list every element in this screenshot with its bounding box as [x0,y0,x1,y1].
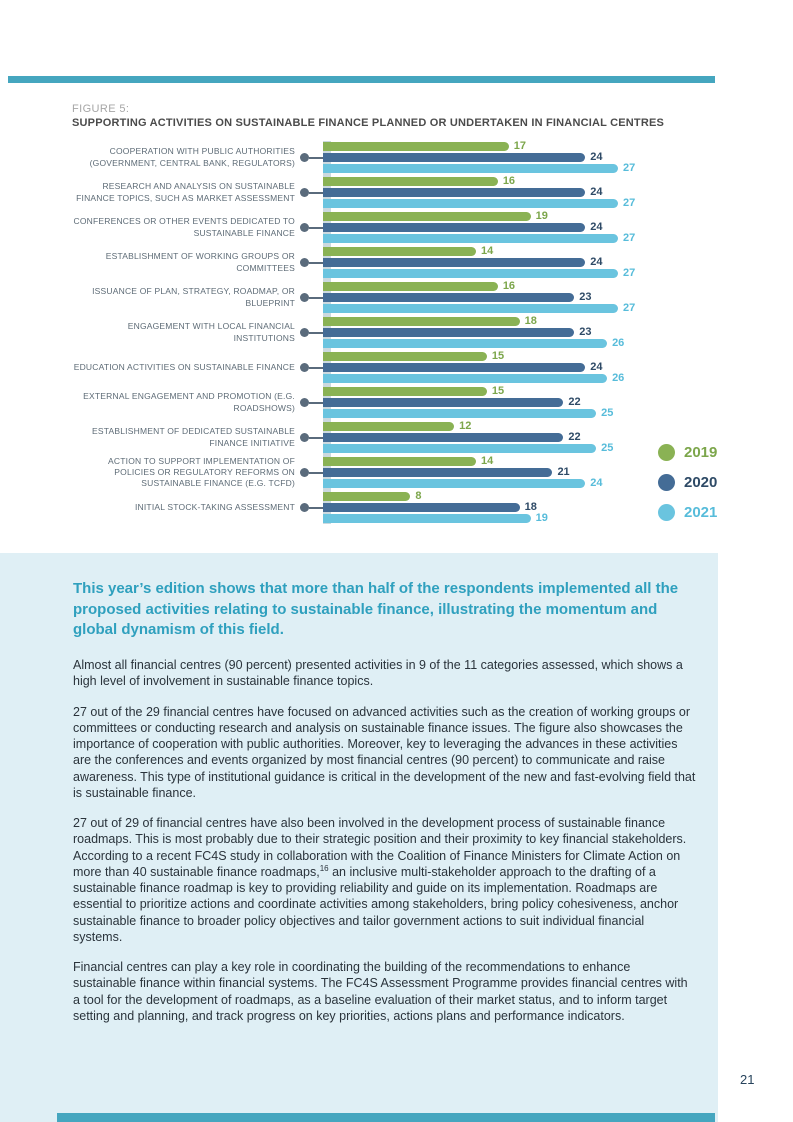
bar-row-2020 [323,222,718,233]
bar-2019 [323,317,520,326]
chart-row [70,245,718,280]
bar-row-2019 [323,176,718,187]
bar-2020 [323,363,585,372]
bar-2020 [323,468,552,477]
bar-row-2020 [323,432,718,443]
legend-item-2021 [658,504,717,521]
bar-2021 [323,514,531,523]
category-label: CONFERENCES OR OTHER EVENTS DEDICATED TO SUSTAINABLE FINANCE [73,216,295,238]
bar-row-2021 [323,268,718,279]
bar-chart [70,140,718,525]
bar-row-2020 [323,327,718,338]
legend-dot-icon [658,474,675,491]
bar-value-2020: 24 [590,361,603,373]
page-number: 21 [740,1072,755,1087]
bar-2020 [323,328,574,337]
bar-2021 [323,164,618,173]
leader-connector [295,433,323,442]
body-paragraph: 27 out of the 29 financial centres have focused on advanced activities such as the creation of working groups or committees or conducting research and analysis on sustainable finance issues. The figure also showcases the importance of cooperation with public authorities. Moreover, key to leveraging the advances in these activities are the conferences and events organized by most financial centres (90 percent) to communicate and raise awareness. This type of institutional guidance is critical in the development of the new and fast-evolving field that is sustainable finance. [73,704,696,800]
category-label: EXTERNAL ENGAGEMENT AND PROMOTION (E.G. ROADSHOWS) [83,391,295,413]
bar-value-2021: 27 [623,197,636,209]
bar-row-2020 [323,187,718,198]
bar-row-2021 [323,408,718,419]
leader-connector [295,503,323,512]
bar-value-2021: 25 [601,407,614,419]
paragraph-text: an inclusive multi-stakeholder approach to the drafting of a sustainable finance roadmap is key to providing reliability and guide on its implementation. Roadmaps are essential to prioritize actions and coordinate activities among stakeholders, bring policy cohesiveness, anchor sustainable finance to broader policy objectives and tailor government actions to suit individual financial systems. [73,864,679,944]
chart-row [70,280,718,315]
bar-value-2019: 19 [535,210,548,222]
chart-row [70,490,718,525]
bar-value-2021: 25 [601,442,614,454]
bar-row-2020 [323,397,718,408]
bottom-accent-rule [57,1113,715,1122]
bar-2019 [323,247,476,256]
bar-2021 [323,199,618,208]
bar-2021 [323,269,618,278]
top-accent-rule [8,76,715,83]
chart-row [70,175,718,210]
bar-row-2019 [323,141,718,152]
bar-value-2019: 8 [415,490,422,502]
bar-2019 [323,457,476,466]
bar-group [323,211,718,244]
leader-connector [295,153,323,162]
bar-row-2020 [323,292,718,303]
legend-label: 2020 [684,474,718,491]
leader-dot-icon [300,398,309,407]
category-label: ISSUANCE OF PLAN, STRATEGY, ROADMAP, OR BLUEPRINT [92,286,295,308]
bar-row-2019 [323,246,718,257]
category-label: COOPERATION WITH PUBLIC AUTHORITIES (GOVERNMENT, CENTRAL BANK, REGULATORS) [89,146,295,168]
bar-value-2021: 26 [612,372,625,384]
bar-row-2021 [323,233,718,244]
bar-value-2019: 15 [491,350,505,362]
bar-value-2019: 16 [502,280,516,292]
bar-2021 [323,339,607,348]
leader-connector [295,223,323,232]
leader-connector [295,258,323,267]
bar-value-2020: 22 [568,431,581,443]
bar-value-2020: 24 [590,256,603,268]
bar-value-2020: 22 [568,396,581,408]
bar-value-2020: 21 [557,466,570,478]
leader-dot-icon [300,188,309,197]
bar-2020 [323,188,585,197]
legend-item-2019 [658,444,717,461]
category-label: RESEARCH AND ANALYSIS ON SUSTAINABLE FINANCE TOPICS, SUCH AS MARKET ASSESSMENT [76,181,295,203]
leader-connector [295,188,323,197]
chart-row [70,210,718,245]
legend-dot-icon [658,504,675,521]
bar-row-2019 [323,316,718,327]
bar-value-2019: 17 [513,140,526,152]
bar-value-2020: 24 [590,186,603,198]
leader-dot-icon [300,328,309,337]
leader-dot-icon [300,258,309,267]
bar-row-2020 [323,152,718,163]
leader-line [309,297,323,299]
bar-value-2019: 14 [480,245,494,257]
chart-row [70,420,718,455]
bar-group [323,176,718,209]
bar-2019 [323,212,531,221]
bar-2019 [323,492,410,501]
body-paragraph [73,815,696,945]
bar-value-2021: 26 [612,337,625,349]
bar-value-2019: 12 [459,420,472,432]
category-label: ESTABLISHMENT OF DEDICATED SUSTAINABLE FINANCE INITIATIVE [92,426,295,448]
chart-row [70,385,718,420]
bar-2020 [323,223,585,232]
bar-2020 [323,293,574,302]
bar-2019 [323,282,498,291]
bar-value-2020: 18 [524,501,537,513]
bar-2020 [323,433,563,442]
legend-dot-icon [658,444,675,461]
bar-row-2021 [323,303,718,314]
chart-row [70,140,718,175]
leader-connector [295,328,323,337]
bar-row-2021 [323,373,718,384]
bar-2021 [323,374,607,383]
leader-line [309,192,323,194]
bar-group [323,246,718,279]
bar-2020 [323,258,585,267]
bar-row-2020 [323,257,718,268]
leader-dot-icon [300,503,309,512]
bar-value-2019: 16 [502,175,516,187]
legend-label: 2021 [684,504,718,521]
bar-2019 [323,142,509,151]
leader-dot-icon [300,433,309,442]
bar-value-2021: 27 [623,162,636,174]
bar-group [323,141,718,174]
leader-dot-icon [300,153,309,162]
leader-dot-icon [300,223,309,232]
bar-value-2020: 23 [579,326,592,338]
category-label: EDUCATION ACTIVITIES ON SUSTAINABLE FINANCE [73,361,295,372]
leader-line [309,402,323,404]
leader-line [309,227,323,229]
bar-2021 [323,304,618,313]
category-label: ESTABLISHMENT OF WORKING GROUPS OR COMMITTEES [105,251,295,273]
leader-line [309,332,323,334]
bar-row-2021 [323,198,718,209]
bar-row-2020 [323,362,718,373]
bar-value-2019: 15 [491,385,505,397]
bar-value-2021: 27 [623,302,636,314]
bar-2019 [323,352,487,361]
bar-2020 [323,398,563,407]
legend-label: 2019 [684,444,718,461]
bar-2019 [323,387,487,396]
paragraph-text: 27 out of 29 of financial centres have also been involved in the development process of sustainable finance roadmaps. This is most probably due to their strategic position and their proximity to key financial stakeholders. According to a recent FC4S study in collaboration with the Coalition of Finance Ministers for Climate Action on more than 40 sustainable finance roadmaps, [73,816,687,879]
bar-value-2021: 19 [535,512,548,524]
leader-connector [295,363,323,372]
footnote-reference: 16 [319,863,329,873]
bar-value-2021: 27 [623,267,636,279]
leader-line [309,507,323,509]
bar-value-2020: 24 [590,221,603,233]
bar-2021 [323,444,596,453]
figure-title: SUPPORTING ACTIVITIES ON SUSTAINABLE FINANCE PLANNED OR UNDERTAKEN IN FINANCIAL CENTRES [72,117,665,129]
body-paragraph: Almost all financial centres (90 percent) presented activities in 9 of the 11 categories assessed, which shows a high level of involvement in sustainable finance topics. [73,658,683,689]
leader-line [309,157,323,159]
leader-line [309,472,323,474]
bar-group [323,316,718,349]
category-label: INITIAL STOCK-TAKING ASSESSMENT [134,501,295,512]
bar-2020 [323,153,585,162]
bar-2021 [323,234,618,243]
leader-line [309,262,323,264]
leader-dot-icon [300,468,309,477]
leader-connector [295,293,323,302]
bar-row-2019 [323,211,718,222]
bar-value-2019: 18 [524,315,537,327]
bar-row-2019 [323,421,718,432]
bar-value-2019: 14 [480,455,494,467]
bar-value-2020: 23 [579,291,592,303]
bar-value-2021: 24 [590,477,603,489]
bar-group [323,351,718,384]
bar-group [323,386,718,419]
highlight-text-box [0,553,718,1122]
leader-line [309,437,323,439]
bar-value-2020: 24 [590,151,603,163]
legend-item-2020 [658,474,717,491]
bar-2019 [323,177,498,186]
bar-2021 [323,409,596,418]
chart-row [70,315,718,350]
leader-dot-icon [300,363,309,372]
bar-row-2019 [323,281,718,292]
leader-line [309,367,323,369]
bar-group [323,281,718,314]
bar-2020 [323,503,520,512]
bar-row-2021 [323,163,718,174]
body-paragraph: Financial centres can play a key role in coordinating the building of the recommendations to enhance sustainable finance within financial systems. The FC4S Assessment Programme provides financial centres with a tool for the development of roadmaps, as a baseline evaluation of their market status, and to inform target setting and planning, and track progress on key priorities, actions plans and performance indicators. [73,960,688,1023]
category-label: ENGAGEMENT WITH LOCAL FINANCIAL INSTITUTIONS [127,321,295,343]
chart-rows [70,140,718,525]
bar-2021 [323,479,585,488]
bar-2019 [323,422,454,431]
bar-value-2021: 27 [623,232,636,244]
bar-row-2019 [323,351,718,362]
bar-row-2021 [323,338,718,349]
figure-header [72,103,717,129]
leader-dot-icon [300,293,309,302]
chart-row [70,455,718,490]
category-label: ACTION TO SUPPORT IMPLEMENTATION OF POLICIES OR REGULATORY REFORMS ON SUSTAINABLE FINANCE (E.G. TCFD) [108,455,295,489]
chart-legend [658,444,717,534]
leader-connector [295,398,323,407]
chart-row [70,350,718,385]
figure-number-label: FIGURE 5: [72,103,130,115]
lead-paragraph: This year’s edition shows that more than half of the respondents implemented all the proposed activities relating to sustainable finance, illustrating the momentum and global dynamism of this field. [73,580,679,639]
bar-row-2019 [323,386,718,397]
leader-connector [295,468,323,477]
